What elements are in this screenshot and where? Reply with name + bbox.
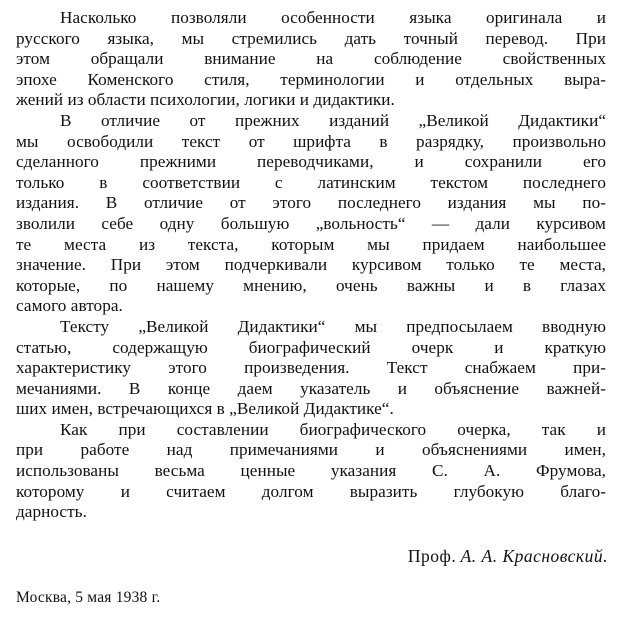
text-line: сделанного прежними переводчиками, и сохранили его bbox=[16, 152, 606, 172]
author-title: Проф. bbox=[407, 546, 457, 566]
text-line: эпохе Коменского стиля, терминологии и отдельных выра- bbox=[16, 69, 606, 89]
author-name: А. А. Красновский. bbox=[460, 546, 608, 566]
text-line: характеристику этого произведения. Текст снабжаем при- bbox=[16, 358, 606, 378]
paragraph-4 bbox=[16, 420, 606, 523]
text-line: этом обращали внимание на соблюдение свойственных bbox=[16, 49, 606, 69]
text-line: самого автора. bbox=[16, 296, 123, 316]
text-line: при работе над примечаниями и объяснениями имен, bbox=[16, 440, 606, 460]
text-line: значение. При этом подчеркивали курсивом только те места, bbox=[16, 255, 606, 275]
place-date-line: Москва, 5 мая 1938 г. bbox=[16, 589, 161, 606]
text-line: издания. В отличие от этого последнего издания мы по- bbox=[16, 193, 606, 213]
text-line: дарность. bbox=[16, 502, 87, 522]
text-line: те места из текста, которым мы придаем наибольшее bbox=[16, 234, 606, 254]
text-line: только в соответствии с латинским текстом последнего bbox=[16, 172, 606, 192]
text-line: мечаниями. В конце даем указатель и объяснение важней- bbox=[16, 378, 606, 398]
paragraph-1 bbox=[16, 8, 606, 111]
text-line: которому и считаем долгом выразить глубокую благо- bbox=[16, 481, 606, 501]
author-signature bbox=[408, 546, 608, 567]
text-line: статью, содержащую биографический очерк и краткую bbox=[16, 337, 606, 357]
text-line: ших имен, встречающихся в „Великой Дидактике“. bbox=[16, 399, 394, 419]
paragraph-3 bbox=[16, 317, 606, 420]
text-line: жений из области психологии, логики и дидактики. bbox=[16, 90, 395, 110]
text-line: которые, по нашему мнению, очень важны и в глазах bbox=[16, 275, 606, 295]
text-line: русского языка, мы стремились дать точный перевод. При bbox=[16, 28, 606, 48]
text-line: зволили себе одну большую „вольность“ — дали курсивом bbox=[16, 213, 606, 233]
text-line: В отличие от прежних изданий „Великой Дидактики“ bbox=[60, 110, 606, 130]
text-line: мы освободили текст от шрифта в разрядку, произвольно bbox=[16, 131, 606, 151]
text-line: использованы весьма ценные указания С. А. Фрумова, bbox=[16, 461, 606, 481]
text-line: Насколько позволяли особенности языка оригинала и bbox=[60, 8, 606, 27]
body-text bbox=[16, 8, 606, 523]
text-line: Как при составлении биографического очерка, так и bbox=[60, 419, 606, 439]
paragraph-2 bbox=[16, 111, 606, 317]
text-line: Тексту „Великой Дидактики“ мы предпосылаем вводную bbox=[60, 316, 606, 336]
